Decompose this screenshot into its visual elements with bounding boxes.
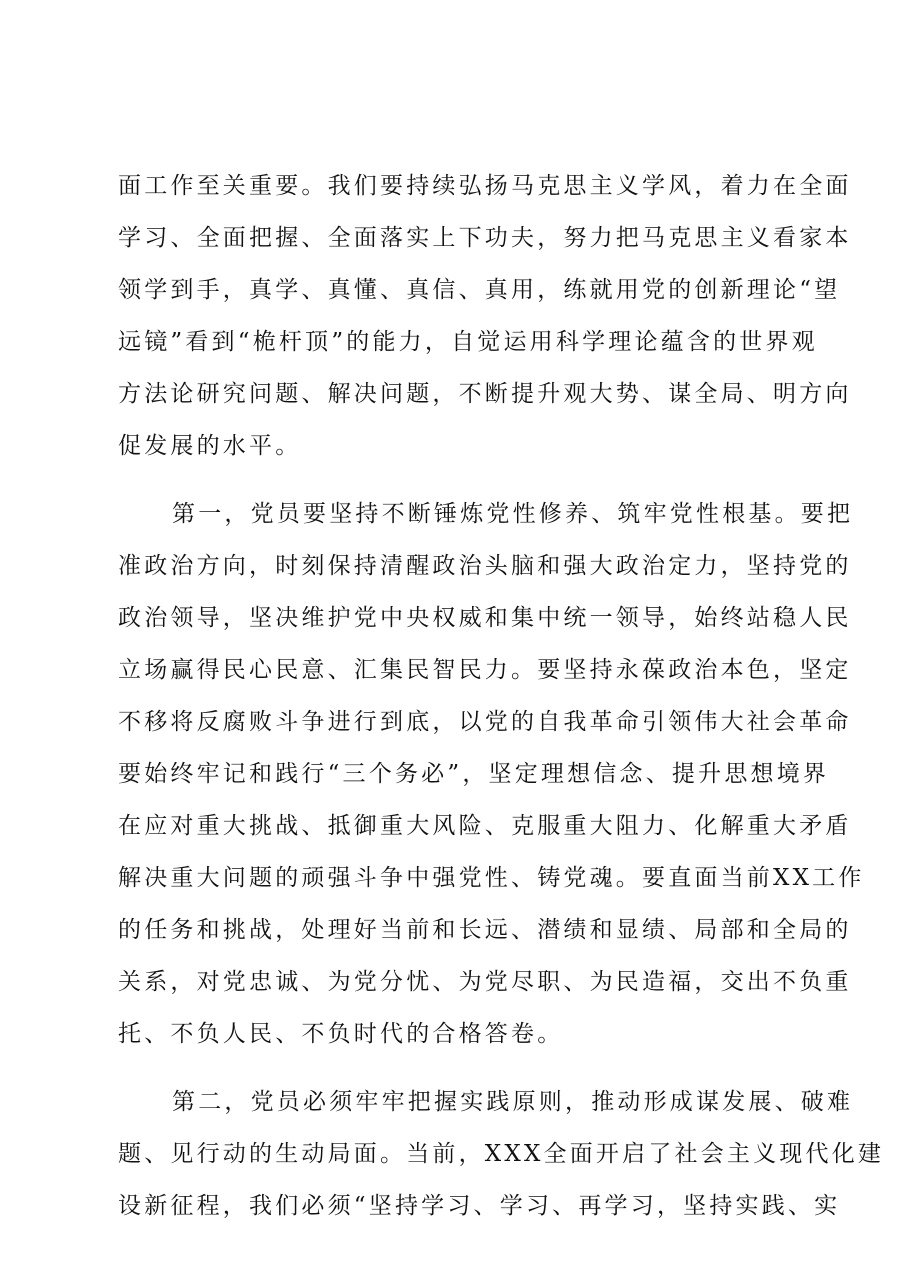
text-line: 不移将反腐败斗争进行到底，以党的自我革命引领伟大社会革命 <box>118 709 852 735</box>
text-line: 托、不负人民、不负时代的合格答卷。 <box>118 1021 564 1047</box>
paragraph-2 <box>118 488 865 1060</box>
text-line: 设新征程，我们必须“坚持学习、学习、再学习，坚持实践、实 <box>118 1193 841 1219</box>
text-line: 方法论研究问题、解决问题，不断提升观大势、谋全局、明方向 <box>118 381 852 407</box>
paragraph-gap <box>118 1060 818 1076</box>
paragraph-3 <box>118 1076 885 1232</box>
text-line: 准政治方向，时刻保持清醒政治头脑和强大政治定力，坚持党的 <box>118 553 852 579</box>
paragraph-1 <box>118 160 852 472</box>
text-line: 关系，对党忠诚、为党分忧、为党尽职、为民造福，交出不负重 <box>118 969 852 995</box>
text-line: 要始终牢记和践行“三个务必”，坚定理想信念、提升思想境界 <box>118 761 830 787</box>
text-line: 立场赢得民心民意、汇集民智民力。要坚持永葆政治本色，坚定 <box>118 657 852 683</box>
text-line: 学习、全面把握、全面落实上下功夫，努力把马克思主义看家本 <box>118 225 852 251</box>
document-body <box>118 160 885 1232</box>
text-line: 题、见行动的生动局面。当前，XXX全面开启了社会主义现代化建 <box>118 1141 885 1167</box>
text-line: 远镜”看到“桅杆顶”的能力，自觉运用科学理论蕴含的世界观 <box>118 329 818 355</box>
text-line: 的任务和挑战，处理好当前和长远、潜绩和显绩、局部和全局的 <box>118 917 852 943</box>
text-line: 第二，党员必须牢牢把握实践原则，推动形成谋发展、破难 <box>172 1089 854 1115</box>
text-line: 领学到手，真学、真懂、真信、真用，练就用党的创新理论“望 <box>118 277 841 303</box>
paragraph-gap <box>118 472 818 488</box>
text-line: 解决重大问题的顽强斗争中强党性、铸党魂。要直面当前XX工作 <box>118 865 865 891</box>
text-line: 第一，党员要坚持不断锤炼党性修养、筑牢党性根基。要把 <box>172 501 854 527</box>
text-line: 在应对重大挑战、抵御重大风险、克服重大阻力、化解重大矛盾 <box>118 813 852 839</box>
text-line: 促发展的水平。 <box>118 433 302 459</box>
text-line: 政治领导，坚决维护党中央权威和集中统一领导，始终站稳人民 <box>118 605 852 631</box>
text-line: 面工作至关重要。我们要持续弘扬马克思主义学风，着力在全面 <box>118 173 852 199</box>
